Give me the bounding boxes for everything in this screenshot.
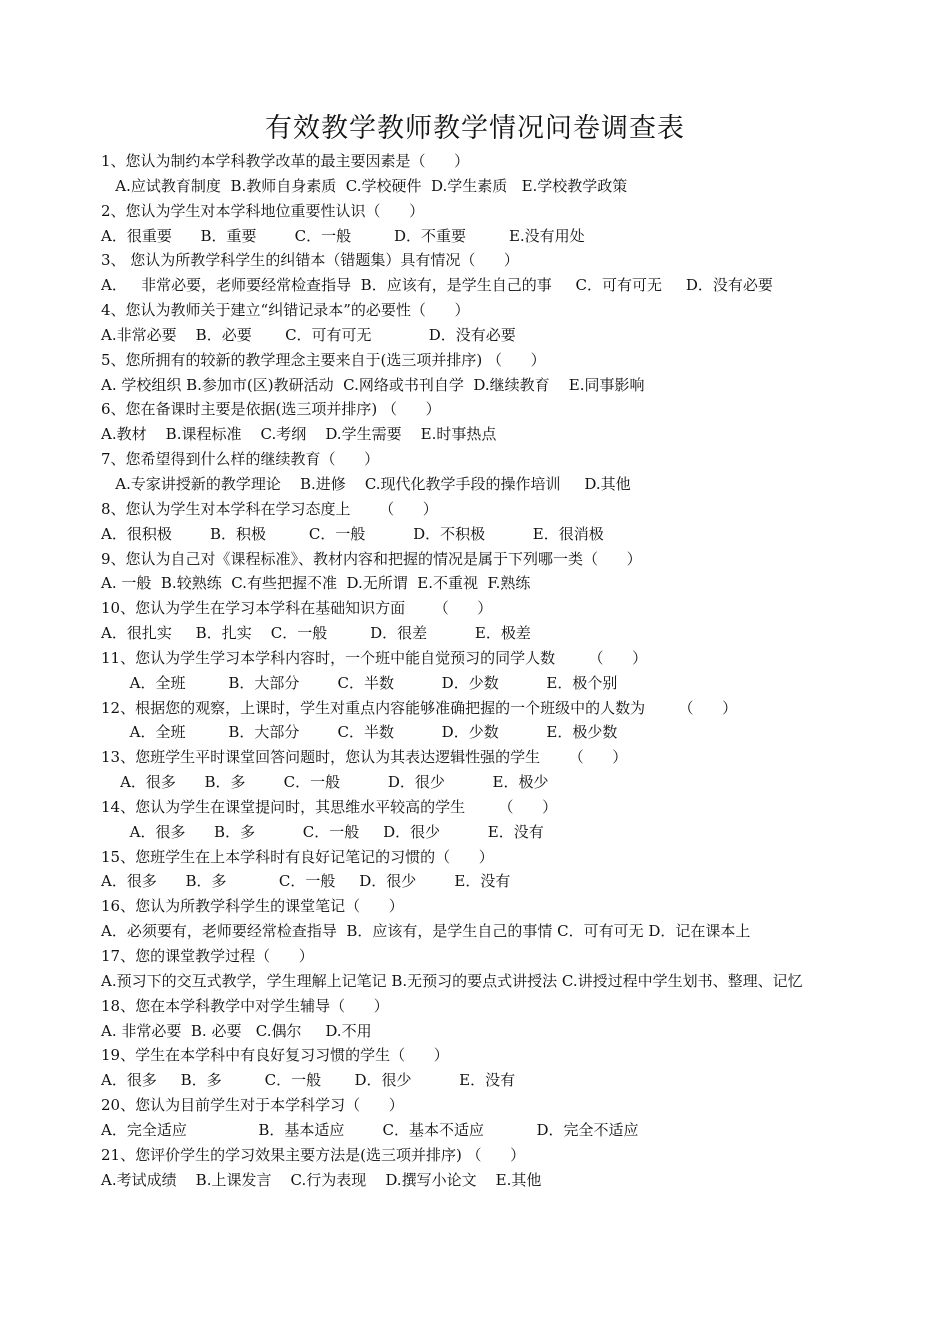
option-line: A．全班 B．大部分 C．半数 D．少数 E．极少数: [101, 723, 618, 742]
question-text: 8、您认为学生对本学科在学习态度上 （ ）: [101, 499, 438, 518]
option-line: A．必须要有，老师要经常检查指导 B．应该有，是学生自己的事情 C．可有可无 D．记在课本上: [101, 922, 751, 941]
question-text: 1、您认为制约本学科教学改革的最主要因素是（ ）: [101, 152, 470, 170]
question-text: 14、您认为学生在课堂提问时，其思维水平较高的学生 （ ）: [101, 797, 558, 816]
page-title: 有效教学教师教学情况问卷调查表: [265, 113, 685, 144]
option-line: A．很多 B．多 C．一般 D．很少 E．没有: [101, 1071, 516, 1090]
option-line: A．很多 B．多 C．一般 D．很少 E．没有: [101, 822, 544, 841]
option-line: A.应试教育制度 B.教师自身素质 C.学校硬件 D.学生素质 E.学校教学政策: [101, 176, 628, 195]
question-text: 11、您认为学生学习本学科内容时，一个班中能自觉预习的同学人数 （ ）: [101, 648, 648, 667]
questionnaire-body: [101, 149, 871, 1192]
option-line: A.教材 B.课程标准 C.考纲 D.学生需要 E.时事热点: [101, 425, 497, 444]
option-line: A.考试成绩 B.上课发言 C.行为表现 D.撰写小论文 E.其他: [101, 1170, 542, 1189]
question-text: 2、您认为学生对本学科地位重要性认识（ ）: [101, 201, 425, 220]
option-line: A.非常必要 B．必要 C．可有可无 D．没有必要: [101, 325, 516, 344]
question-text: 16、您认为所教学科学生的课堂笔记（ ）: [101, 897, 404, 916]
option-line: A． 非常必要，老师要经常检查指导 B．应该有，是学生自己的事 C．可有可无 D．没有必要: [101, 276, 773, 295]
option-line: A．很多 B．多 C．一般 D．很少 E．极少: [101, 773, 549, 792]
question-text: 21、您评价学生的学习效果主要方法是(选三项并排序) （ ）: [101, 1145, 526, 1164]
option-line: A.专家讲授新的教学理论 B.进修 C.现代化教学手段的操作培训 D.其他: [101, 474, 631, 493]
option-line: A．完全适应 B．基本适应 C．基本不适应 D．完全不适应: [101, 1120, 639, 1139]
option-line: A. 非常必要 B. 必要 C.偶尔 D.不用: [101, 1021, 372, 1040]
question-text: 12、根据您的观察，上课时，学生对重点内容能够准确把握的一个班级中的人数为 （ ）: [101, 698, 738, 717]
question-text: 13、您班学生平时课堂回答问题时，您认为其表达逻辑性强的学生 （ ）: [101, 748, 628, 767]
question-text: 19、学生在本学科中有良好复习习惯的学生（ ）: [101, 1046, 449, 1065]
question-text: 3、 您认为所教学科学生的纠错本（错题集）具有情况（ ）: [101, 251, 519, 270]
question-text: 17、您的课堂教学过程（ ）: [101, 947, 314, 965]
option-line: A．全班 B．大部分 C．半数 D．少数 E．极个别: [101, 673, 618, 692]
option-line: A．很积极 B．积极 C．一般 D．不积极 E．很消极: [101, 524, 604, 543]
question-text: 5、您所拥有的较新的教学理念主要来自于(选三项并排序) （ ）: [101, 350, 546, 369]
option-line: A．很扎实 B．扎实 C．一般 D．很差 E．极差: [101, 624, 531, 643]
question-text: 9、您认为自己对《课程标准》、教材内容和把握的情况是属于下列哪一类（ ）: [101, 549, 642, 568]
question-text: 6、您在备课时主要是依据(选三项并排序) （ ）: [101, 400, 441, 419]
option-line: A. 学校组织 B.参加市(区)教研活动 C.网络或书刊自学 D.继续教育 E.同事影响: [101, 375, 645, 394]
question-text: 20、您认为目前学生对于本学科学习（ ）: [101, 1096, 404, 1115]
option-line: A.预习下的交互式教学，学生理解上记笔记 B.无预习的要点式讲授法 C.讲授过程中学生划书、整理、记忆: [101, 971, 803, 990]
option-line: A. 一般 B.较熟练 C.有些把握不准 D.无所谓 E.不重视 F.熟练: [101, 574, 531, 593]
option-line: A．很重要 B．重要 C．一般 D．不重要 E.没有用处: [101, 226, 585, 245]
question-text: 15、您班学生在上本学科时有良好记笔记的习惯的（ ）: [101, 847, 494, 866]
question-text: 18、您在本学科教学中对学生辅导（ ）: [101, 996, 389, 1015]
question-text: 7、您希望得到什么样的继续教育（ ）: [101, 450, 380, 469]
question-text: 4、您认为教师关于建立“纠错记录本”的必要性（ ）: [101, 301, 470, 320]
option-line: A．很多 B．多 C．一般 D．很少 E．没有: [101, 872, 511, 891]
question-text: 10、您认为学生在学习本学科在基础知识方面 （ ）: [101, 599, 493, 618]
